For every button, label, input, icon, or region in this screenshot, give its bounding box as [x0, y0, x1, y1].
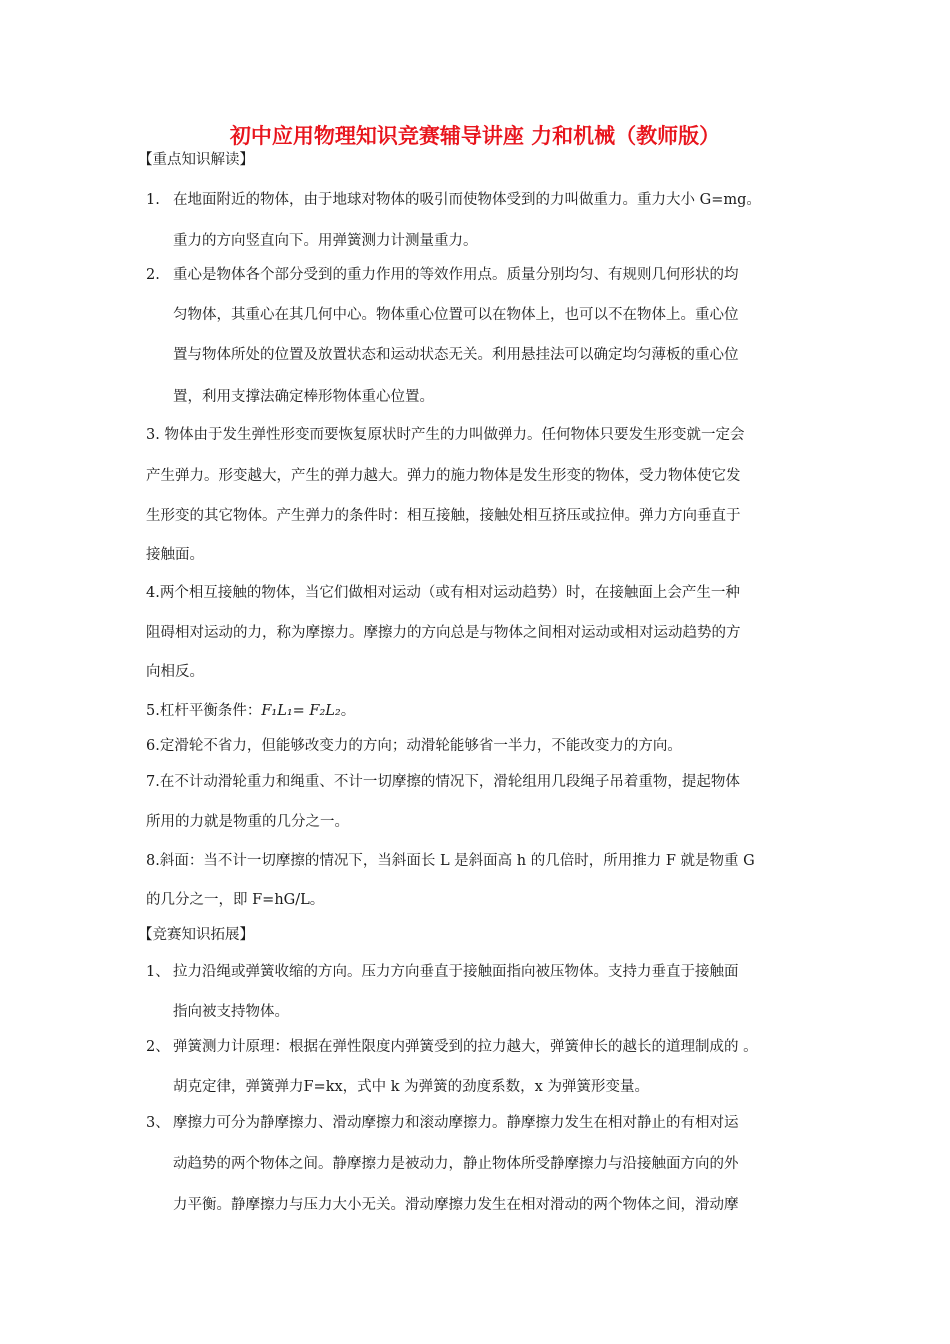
item-3-line-4: 接触面。	[146, 547, 204, 563]
ext-item-1-number: 1、	[146, 964, 170, 980]
item-7-line-1: 7.在不计动滑轮重力和绳重、不计一切摩擦的情况下，滑轮组用几段绳子吊着重物，提起物体	[146, 774, 740, 790]
ext-item-2-line-1: 弹簧测力计原理：根据在弹性限度内弹簧受到的拉力越大，弹簧伸长的越长的道理制成的 。	[173, 1039, 758, 1055]
lever-balance-formula: F₁L₁= F₂L₂	[261, 703, 341, 719]
item-6-line-1: 6.定滑轮不省力，但能够改变力的方向；动滑轮能够省一半力，不能改变力的方向。	[146, 738, 682, 754]
item-3-line-2: 产生弹力。形变越大，产生的弹力越大。弹力的施力物体是发生形变的物体，受力物体使它发	[146, 468, 741, 484]
ext-item-2-line-2: 胡克定律，弹簧弹力F=kx，式中 k 为弹簧的劲度系数，x 为弹簧形变量。	[173, 1079, 649, 1095]
item-4-line-1: 4.两个相互接触的物体，当它们做相对运动（或有相对运动趋势）时，在接触面上会产生一种	[146, 585, 740, 601]
ext-item-3-line-2: 动趋势的两个物体之间。静摩擦力是被动力，静止物体所受静摩擦力与沿接触面方向的外	[173, 1156, 739, 1172]
item-1-line-1: 在地面附近的物体，由于地球对物体的吸引而使物体受到的力叫做重力。重力大小 G=mg。	[173, 192, 761, 208]
ext-item-1-line-2: 指向被支持物体。	[173, 1004, 289, 1020]
item-2-line-4: 置，利用支撑法确定棒形物体重心位置。	[173, 389, 434, 405]
item-5-suffix: 。	[340, 703, 356, 719]
item-2-line-3: 置与物体所处的位置及放置状态和运动状态无关。利用悬挂法可以确定均匀薄板的重心位	[173, 347, 739, 363]
ext-item-1-line-1: 拉力沿绳或弹簧收缩的方向。压力方向垂直于接触面指向被压物体。支持力垂直于接触面	[173, 964, 739, 980]
item-8-line-2: 的几分之一，即 F=hG/L。	[146, 892, 325, 908]
section-heading-key-knowledge: 【重点知识解读】	[138, 152, 254, 168]
item-5-prefix: 5.杠杆平衡条件：	[146, 703, 262, 719]
item-1-number: 1.	[146, 192, 160, 208]
ext-item-2-number: 2、	[146, 1039, 170, 1055]
item-2-number: 2.	[146, 267, 160, 283]
item-4-line-2: 阻碍相对运动的力，称为摩擦力。摩擦力的方向总是与物体之间相对运动或相对运动趋势的方	[146, 625, 741, 641]
item-8-line-1: 8.斜面：当不计一切摩擦的情况下，当斜面长 L 是斜面高 h 的几倍时，所用推力 F 就是物重 G	[146, 853, 755, 869]
ext-item-3-line-1: 摩擦力可分为静摩擦力、滑动摩擦力和滚动摩擦力。静摩擦力发生在相对静止的有相对运	[173, 1115, 739, 1131]
item-7-line-2: 所用的力就是物重的几分之一。	[146, 814, 349, 830]
item-3-line-1: 3. 物体由于发生弹性形变而要恢复原状时产生的力叫做弹力。任何物体只要发生形变就一定会	[146, 427, 745, 443]
section-heading-competition-extension: 【竞赛知识拓展】	[138, 927, 254, 943]
item-4-line-3: 向相反。	[146, 664, 204, 680]
item-5-line	[146, 701, 355, 721]
page-title: 初中应用物理知识竞赛辅导讲座 力和机械（教师版）	[229, 124, 721, 148]
item-1-line-2: 重力的方向竖直向下。用弹簧测力计测量重力。	[173, 233, 478, 249]
item-3-line-3: 生形变的其它物体。产生弹力的条件时：相互接触，接触处相互挤压或拉伸。弹力方向垂直于	[146, 508, 741, 524]
ext-item-3-line-3: 力平衡。静摩擦力与压力大小无关。滑动摩擦力发生在相对滑动的两个物体之间，滑动摩	[173, 1197, 739, 1213]
item-2-line-2: 匀物体，其重心在其几何中心。物体重心位置可以在物体上，也可以不在物体上。重心位	[173, 307, 739, 323]
ext-item-3-number: 3、	[146, 1115, 170, 1131]
item-2-line-1: 重心是物体各个部分受到的重力作用的等效作用点。质量分别均匀、有规则几何形状的均	[173, 267, 739, 283]
